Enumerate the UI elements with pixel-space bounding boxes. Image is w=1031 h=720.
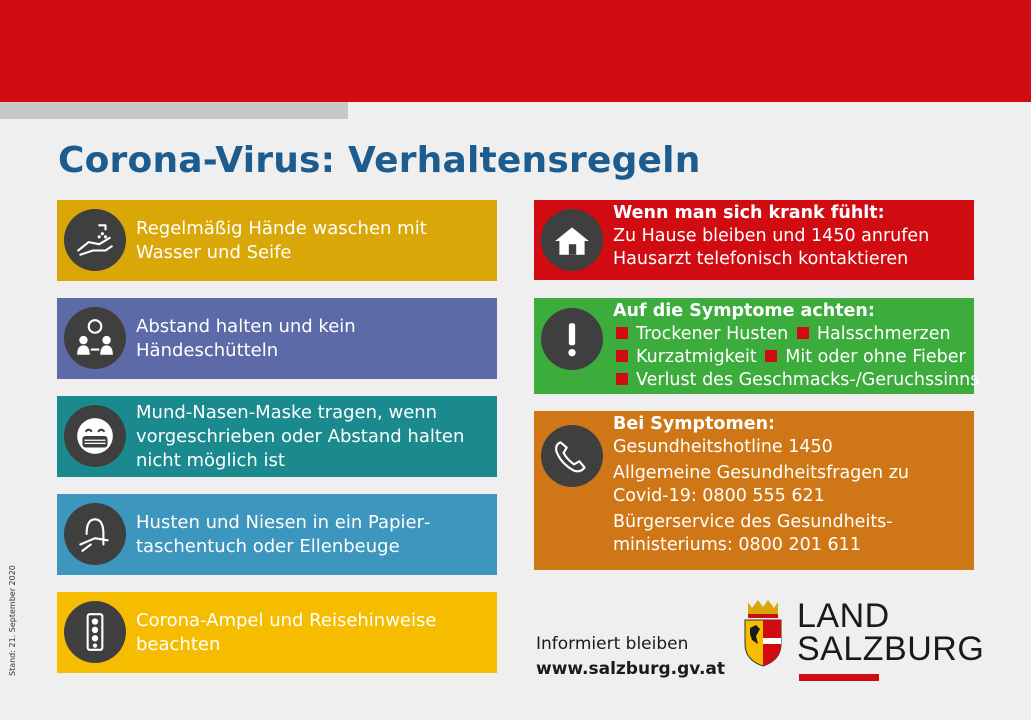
symptom-item: Kurzatmigkeit (636, 347, 757, 367)
rule-text: Mund-Nasen-Maske tragen, wenn vorgeschrieben oder Abstand halten nicht möglich ist (136, 401, 465, 471)
coat-of-arms-icon (742, 598, 784, 672)
sick-text (613, 202, 970, 271)
exclamation-icon (541, 308, 603, 370)
symptoms-box (534, 298, 980, 394)
hotline-line: Allgemeine Gesundheitsfragen zu Covid-19: 0800 555 621 (613, 463, 909, 506)
sick-heading: Wenn man sich krank fühlt: (613, 203, 885, 223)
rule-text: Corona-Ampel und Reisehinweise beachten (136, 609, 437, 655)
symptom-item: Mit oder ohne Fieber (785, 347, 966, 367)
website-link[interactable]: www.salzburg.gv.at (536, 659, 726, 679)
symptom-item: Halsschmerzen (816, 324, 951, 344)
rule-text: Abstand halten und kein Händeschütteln (136, 315, 356, 361)
hotlines-box (534, 411, 974, 570)
rule-distance (57, 298, 497, 379)
face-mask-icon (64, 405, 126, 467)
logo-wordmark (797, 597, 985, 668)
hotlines-text (613, 413, 970, 557)
rule-face-mask (57, 396, 497, 477)
sick-box (534, 200, 974, 280)
distance-icon (64, 307, 126, 369)
info-block (536, 632, 725, 682)
hotlines-heading: Bei Symptomen: (613, 414, 776, 434)
logo-line-1: LAND (797, 597, 890, 635)
hotline-line: Bürgerservice des Gesundheits-ministeriums: 0800 201 611 (613, 512, 893, 555)
phone-icon (541, 425, 603, 487)
rule-hand-washing (57, 200, 497, 281)
symptoms-text (613, 300, 980, 392)
logo-line-2: SALZBURG (797, 630, 985, 668)
rule-text: Husten und Niesen in ein Papiertaschentuch oder Ellenbeuge (136, 511, 431, 557)
logo-underline (799, 674, 879, 681)
symptom-row (613, 323, 970, 346)
house-icon (541, 209, 603, 271)
hand-washing-icon (64, 209, 126, 271)
page-title: Corona-Virus: Verhaltensregeln (58, 140, 701, 181)
traffic-light-icon (64, 601, 126, 663)
sick-line: Hausarzt telefonisch kontaktieren (613, 249, 909, 269)
rule-sneezing (57, 494, 497, 575)
info-label: Informiert bleiben (536, 634, 689, 654)
rule-traffic-light (57, 592, 497, 673)
sneezing-icon (64, 503, 126, 565)
top-red-banner (0, 0, 1031, 102)
grey-accent-bar (0, 102, 348, 119)
rule-text: Regelmäßig Hände waschen mit Wasser und Seife (136, 217, 427, 263)
stand-date: Stand: 21. September 2020 (8, 565, 17, 676)
symptom-row (613, 346, 970, 369)
symptom-item: Trockener Husten (636, 324, 789, 344)
symptom-row (613, 369, 980, 392)
symptom-item: Verlust des Geschmacks-/Geruchssinns (636, 370, 980, 390)
hotline-line: Gesundheitshotline 1450 (613, 437, 833, 457)
sick-line: Zu Hause bleiben und 1450 anrufen (613, 226, 930, 246)
symptoms-heading: Auf die Symptome achten: (613, 301, 875, 321)
